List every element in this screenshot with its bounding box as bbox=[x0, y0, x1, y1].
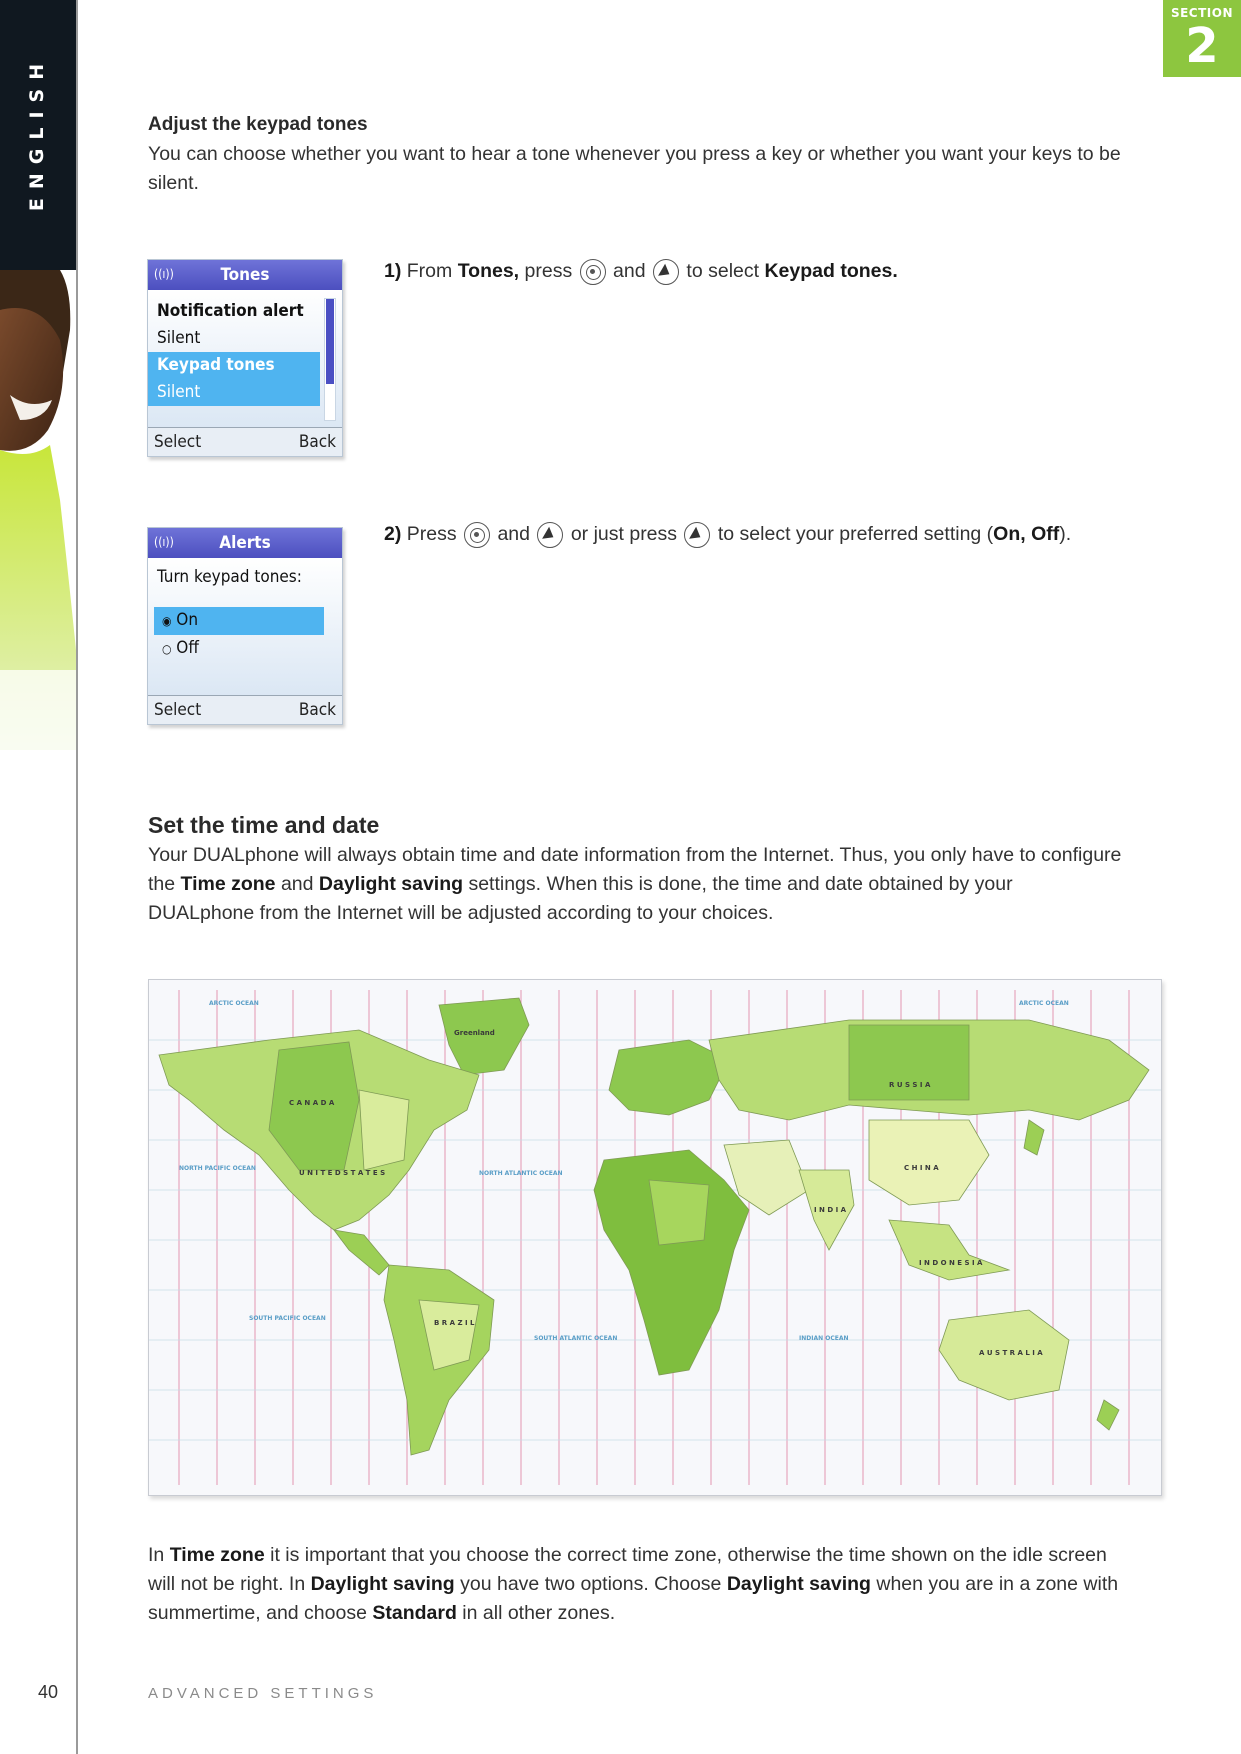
map-label-australia: A U S T R A L I A bbox=[979, 1349, 1043, 1357]
map-label-brazil: B R A Z I L bbox=[434, 1319, 475, 1327]
softkey-bar bbox=[148, 695, 342, 725]
text: In bbox=[148, 1544, 170, 1566]
setting-name: Daylight saving bbox=[318, 873, 464, 895]
setting-name: Standard bbox=[372, 1602, 457, 1624]
text: in all other zones. bbox=[456, 1602, 616, 1624]
time-paragraph-1 bbox=[148, 841, 1123, 928]
map-label-north-pacific: NORTH PACIFIC OCEAN bbox=[179, 1165, 256, 1172]
map-label-russia: R U S S I A bbox=[889, 1081, 931, 1089]
section-tab bbox=[1163, 0, 1241, 77]
step-1-text: press bbox=[519, 260, 578, 283]
screen-title-bar bbox=[148, 528, 342, 558]
sidebar-photo bbox=[0, 270, 77, 750]
section-number: 2 bbox=[1185, 18, 1219, 74]
text: and bbox=[275, 873, 319, 895]
setting-name: Daylight saving bbox=[726, 1573, 871, 1595]
step-2 bbox=[384, 522, 1071, 548]
language-label-box bbox=[22, 54, 52, 212]
select-key-icon bbox=[537, 522, 563, 548]
step-1-text: From bbox=[406, 260, 458, 283]
softkey-select[interactable]: Select bbox=[154, 432, 202, 452]
softkey-back[interactable]: Back bbox=[298, 700, 336, 720]
text: you have two options. Choose bbox=[454, 1573, 727, 1595]
menu-item-keypad-tones[interactable]: Keypad tones bbox=[148, 352, 320, 379]
phone-screen-alerts bbox=[147, 527, 343, 725]
step-2-text: Press bbox=[406, 523, 463, 546]
setting-name: Time zone bbox=[180, 873, 276, 895]
map-label-indonesia: I N D O N E S I A bbox=[919, 1259, 983, 1267]
option-off-label: Off bbox=[176, 638, 199, 658]
sidebar-divider bbox=[76, 0, 78, 1754]
screen-body bbox=[148, 558, 342, 695]
text: it is important that you choose the correct time zone, otherwise the time shown on the idle screen will not be right. In bbox=[148, 1544, 1107, 1595]
navigation-key-icon bbox=[580, 259, 606, 285]
page-number: 40 bbox=[38, 1682, 59, 1702]
keypad-text: You can choose whether you want to hear a tone whenever you press a key or whether you want your keys to be silent. bbox=[148, 143, 1121, 194]
time-heading: Set the time and date bbox=[148, 812, 380, 838]
map-label-usa: U N I T E D S T A T E S bbox=[299, 1169, 386, 1177]
map-label-arctic-east: ARCTIC OCEAN bbox=[1019, 1000, 1069, 1007]
map-label-india: I N D I A bbox=[814, 1206, 847, 1214]
map-label-indian-ocean: INDIAN OCEAN bbox=[799, 1335, 849, 1342]
screen-prompt: Turn keypad tones: bbox=[157, 567, 302, 587]
option-off[interactable] bbox=[154, 635, 342, 663]
screen-body bbox=[148, 290, 342, 427]
keypad-heading: Adjust the keypad tones bbox=[148, 114, 368, 135]
step-1-text: to select bbox=[681, 260, 765, 283]
text: when you are in a zone with summertime, and choose bbox=[148, 1573, 1119, 1624]
section-label: SECTION bbox=[1170, 6, 1234, 20]
select-key-icon bbox=[684, 522, 710, 548]
step-1-text: and bbox=[607, 260, 651, 283]
text: settings. When this is done, the time and date obtained by your DUALphone from the Internet will be adjusted according to your choices. bbox=[148, 873, 1013, 924]
step-2-number: 2) bbox=[384, 523, 402, 546]
map-label-canada: C A N A D A bbox=[289, 1099, 335, 1107]
map-label-arctic-west: ARCTIC OCEAN bbox=[209, 1000, 259, 1007]
language-sidebar bbox=[0, 0, 77, 270]
navigation-key-icon bbox=[464, 522, 490, 548]
setting-name: Time zone bbox=[169, 1544, 265, 1566]
map-label-south-atlantic: SOUTH ATLANTIC OCEAN bbox=[534, 1335, 618, 1342]
footer-section-title: ADVANCED SETTINGS bbox=[148, 1685, 378, 1702]
time-paragraph-2 bbox=[148, 1541, 1123, 1628]
screen-title: Tones bbox=[220, 265, 270, 285]
radio-icon: ○ bbox=[162, 642, 172, 656]
signal-icon: ((ı)) bbox=[154, 535, 174, 549]
text: Your DUALphone will always obtain time and date information from the Internet. Thus, you only have to configure the bbox=[148, 844, 1122, 895]
menu-item-value: Silent bbox=[157, 328, 201, 348]
phone-screen-tones bbox=[147, 259, 343, 457]
option-on-label: On bbox=[176, 610, 199, 630]
world-time-zone-map bbox=[148, 979, 1162, 1496]
radio-selected-icon: ◉ bbox=[162, 614, 172, 628]
step-2-text: or just press bbox=[565, 523, 683, 546]
scrollbar[interactable] bbox=[324, 298, 336, 421]
select-key-icon bbox=[653, 259, 679, 285]
option-on[interactable] bbox=[154, 607, 324, 635]
map-label-north-atlantic: NORTH ATLANTIC OCEAN bbox=[479, 1170, 563, 1177]
softkey-back[interactable]: Back bbox=[298, 432, 336, 452]
step-1-menu: Tones, bbox=[457, 260, 520, 283]
step-1 bbox=[384, 259, 898, 285]
screen-title-bar bbox=[148, 260, 342, 290]
step-2-text: ). bbox=[1059, 523, 1072, 546]
step-1-number: 1) bbox=[384, 260, 402, 283]
step-2-text: to select your preferred setting ( bbox=[712, 523, 994, 546]
step-1-target: Keypad tones. bbox=[764, 260, 898, 283]
map-label-china: C H I N A bbox=[904, 1164, 939, 1172]
menu-item-value-selected: Silent bbox=[148, 379, 320, 406]
setting-name: Daylight saving bbox=[310, 1573, 455, 1595]
step-2-text: and bbox=[492, 523, 536, 546]
language-label: ENGLISH bbox=[26, 54, 48, 212]
menu-item-notification-alert[interactable]: Notification alert bbox=[157, 301, 304, 321]
step-2-options: On, Off bbox=[993, 523, 1060, 546]
softkey-bar bbox=[148, 427, 342, 457]
softkey-select[interactable]: Select bbox=[154, 700, 202, 720]
screen-title: Alerts bbox=[219, 533, 271, 553]
map-label-south-pacific: SOUTH PACIFIC OCEAN bbox=[249, 1315, 326, 1322]
map-label-greenland: Greenland bbox=[454, 1029, 495, 1037]
signal-icon: ((ı)) bbox=[154, 267, 174, 281]
